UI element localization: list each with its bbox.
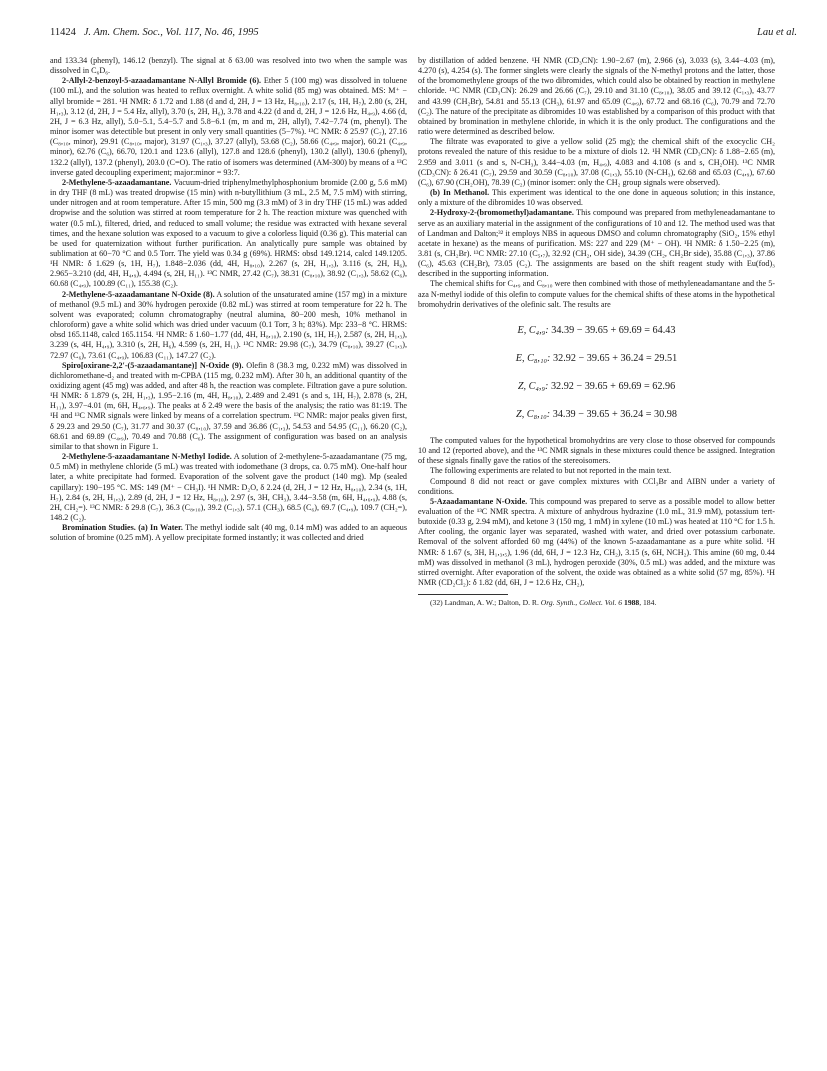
equation: E, C₈,₁₀: 32.92 − 39.65 + 36.24 = 29.51 xyxy=(515,352,678,364)
section-paragraph: Bromination Studies. (a) In Water. The methyl iodide salt (40 mg, 0.14 mM) was added to an aqueous solution of bromine (0.25 mM). A yellow precipitate formed instantly; it was collected and dried xyxy=(50,523,407,543)
equation: Z, C₄,₉: 32.92 − 39.65 + 69.69 = 62.96 xyxy=(517,380,676,392)
section-title: 2-Methylene-5-azaadamantane N-Methyl Iodide. xyxy=(62,452,232,462)
journal-citation: J. Am. Chem. Soc., Vol. 117, No. 46, 1995 xyxy=(83,27,259,38)
section-title: 2-Methylene-5-azaadamantane N-Oxide (8). xyxy=(62,289,215,299)
paragraph: The following experiments are related to but not reported in the main text. xyxy=(430,466,672,476)
footnote: (32) Landman, A. W.; Dalton, D. R. Org. Synth., Collect. Vol. 6 1988, 184. xyxy=(430,598,657,608)
section-title: Bromination Studies. (a) In Water. xyxy=(62,523,183,533)
section-title: 2-Allyl-2-benzoyl-5-azaadamantane N-Allyl Bromide (6). xyxy=(62,76,262,86)
section-title: 2-Methylene-5-azaadamantane. xyxy=(62,177,172,187)
section-paragraph: 2-Methylene-5-azaadamantane N-Oxide (8). A solution of the unsaturated amine (157 mg) in a mixture of methanol (9.5 mL) and 30% hydrogen peroxide (0.82 mL) was stirred at room temperature for 22 h. The solvent was evaporated; column chromatography (neutral alumina, 80−200 mesh, 10% methanol in chloroform) gave a white solid which was dried under vacuum (0.1 Torr, 3 h; 83%). Mp: 233−8 °C. HRMS: obsd 165.1148, calcd 165.1154. ¹H NMR: δ 1.60−1.77 (dd, 4H, H₈,₁₀), 2.190 (s, 1H, H₇), 2.587 (s, 2H, H₁,₃), 3.239 (s, 4H, H₄,₉), 3.310 (s, 2H, H₆), 4.599 (s, 2H, H₁₁). ¹³C NMR: 29.98 (C₇), 34.79 (C₈,₁₀), 39.27 (C₁,₃), 72.97 (C₆), 73.61 (C₄,₉), 106.83 (C₁₁), 147.27 (C₂). xyxy=(50,289,407,360)
paragraph: The chemical shifts for C₄,₉ and C₈,₁₀ were then combined with those of methyleneadamantane and the 5-aza N-methyl iodide of this olefin to compute values for the chemical shifts of these atoms in the hypothetical bromohydrin derivatives of the olefinic salt. The results are xyxy=(418,279,775,309)
section-paragraph: 2-Hydroxy-2-(bromomethyl)adamantane. This compound was prepared from methyleneadamantane to serve as an auxiliary material in the assignment of the configurations of 10 and 12. The method used was that of Landman and Dalton;³² it employs NBS in aqueous DMSO and column chromatography (SiO₂, 15% ethyl acetate in hexane) as the means of purification. MS: 227 and 229 (M⁺ − OH). ¹H NMR: δ 1.50−2.25 (m), 3.81 (s, CH₂Br). ¹³C NMR: 27.10 (C₅,₇), 32.92 (CH₂, OH side), 34.39 (CH₂, CH₂Br side), 35.88 (C₁,₃), 37.86 (C₆), 45.63 (CH₂Br), 73.05 (C₂). The assignments are based on the shift reagent study with Eu(fod)₃ described in the supporting information. xyxy=(418,208,775,279)
section-paragraph: 2-Methylene-5-azaadamantane N-Methyl Iodide. A solution of 2-methylene-5-azaadamantane (75 mg, 0.5 mM) in methylene chloride (5 mL) was treated with iodomethane (3 drops, ca. 0.75 mM). One-half hour later, a white precipitate had formed. Evaporation of the solvent gave the product (140 mg). Mp (sealed capillary): 190−195 °C. MS: 149 (M⁺ − CH₃I). ¹H NMR: D₂O, δ 2.24 (d, 2H, J = 12 Hz, H₈,₁₀), 2.34 (s, 1H, H₇), 2.84 (s, 2H, H₁,₃), 2.89 (d, 2H, J = 12 Hz, H₈,₁₀), 2.97 (s, 3H, CH₃), 3.44−3.58 (m, 6H, H₄,₆,₉), 4.88 (s, 2H, CH₂=). ¹³C NMR: δ 29.8 (C₇), 36.3 (C₈,₁₀), 39.2 (C₁,₃), 57.1 (CH₃), 68.5 (C₆), 69.7 (C₄,₉), 109.7 (CH₂=), 148.2 (C₂). xyxy=(50,452,407,523)
left-column xyxy=(50,56,407,544)
section-title: 5-Azaadamantane N-Oxide. xyxy=(430,496,528,506)
equation-block xyxy=(418,317,775,429)
section-paragraph: 2-Methylene-5-azaadamantane. Vacuum-dried triphenylmethylphosphonium bromide (2.00 g, 5.6 mM) in dry THF (8 mL) was treated dropwise (15 min) with n-butyllithium (3 mL, 2.5 M, 7.5 mM) with stirring, under nitrogen and at room temperature. After 15 min, 500 mg (3.3 mM) of 3 in dry THF (15 mL) was added dropwise and the solution was stirred at room temperature for 2 h. The reaction mixture was quenched with water (0.5 mL), filtered, dried, and reduced to small volume; the residue was extracted with hexane several times, and the hexane solution was exposed to a vacuum to give a colorless liquid (0.36 g). This material can be used for quaternization without further purification. An analytically pure sample was obtained by sublimation at 60−70 °C and 0.5 Torr. The yield was 0.34 g (69%). HRMS: obsd 149.1214, calcd 149.1205. ¹H NMR: δ 1.629 (s, 1H, H₇), 1.848−2.036 (dd, 4H, H₈,₁₀), 2.267 (s, 2H, H₁,₃), 3.116 (s, 2H, H₆), 2.965−3.210 (dd, 4H, H₄,₉), 4.494 (s, 2H, H₁₁). ¹³C NMR, 27.42 (C₇), 38.31 (C₈,₁₀), 38.92 (C₁,₃), 58.62 (C₆), 60.68 (C₄,₉), 100.89 (C₁₁), 155.38 (C₂). xyxy=(50,177,407,289)
equation: Z, C₈,₁₀: 34.39 − 39.65 + 36.24 = 30.98 xyxy=(516,408,677,420)
paragraph: The computed values for the hypothetical bromohydrins are very close to those observed for compounds 10 and 12 (reported above), and the ¹³C NMR signals in these mixtures could thence be assigned. Integration of these signals finally gave the ratios of the stereoisomers. xyxy=(418,435,775,466)
section-title: 2-Hydroxy-2-(bromomethyl)adamantane. xyxy=(430,208,574,218)
section-paragraph: 2-Allyl-2-benzoyl-5-azaadamantane N-Allyl Bromide (6). Ether 5 (100 mg) was dissolved in toluene (100 mL), and the solution was heated to reflux overnight. A white solid (85 mg) was obtained. MS: M⁺ − allyl bromide = 281. ¹H NMR: δ 1.72 and 1.88 (d and d, 2H, J = 13 Hz, H₈,₁₀), 2.17 (s, 1H, H₇), 2.80 (s, 2H, H₁,₃), 3.12 (d, 2H, J = 5.4 Hz, allyl), 3.70 (s, 2H, H₆), 3.78 and 4.22 (d and d, 2H, J = 12.6 Hz, H₄,₉), 4.66 (d, 2H, J = 6.3 Hz, allyl), 5.0−5.1, 5.4−5.7 and 5.8−6.1 (m, m and m, 2H, allyl), 7.42−7.74 (m, phenyl). The minor isomer was detectible but present in only very small quantities (5−7%). ¹³C NMR: δ 25.97 (C₇), 27.16 (C₈,₁₀, minor), 29.91 (C₈,₁₀, major), 31.97 (C₁,₃), 37.27 (allyl), 53.68 (C₂), 58.66 (C₄,₉, major), 60.21 (C₄,₉, minor), 62.76 (C₆), 66.70, 120.1 and 123.6 (allyl), 127.8 and 128.6 (phenyl), 130.2 (allyl), 130.6 (phenyl), 132.2 (allyl), 137.2 (phenyl), 203.0 (C=O). The ratio of isomers was determined (AM-300) by means of a ¹³C inverse gated decoupling experiment; major:minor = 93:7. xyxy=(50,76,407,177)
footnote-divider xyxy=(418,594,508,595)
right-column xyxy=(418,56,775,608)
running-authors: Lau et al. xyxy=(757,27,797,38)
paragraph: and 133.34 (phenyl), 146.12 (benzyl). The signal at δ 63.00 was resolved into two when the sample was dissolved in C₆D₆. xyxy=(50,56,407,76)
paragraph: Compound 8 did not react or gave complex mixtures with CCl₃Br and AIBN under a variety of conditions. xyxy=(418,476,775,496)
section-paragraph: (b) In Methanol. This experiment was identical to the one done in aqueous solution; in this instance, only a mixture of the dibromides 10 was observed. xyxy=(418,188,776,208)
running-header xyxy=(50,27,797,43)
page-number: 11424 xyxy=(50,27,76,38)
section-paragraph: Spiro[oxirane-2,2′-(5-azaadamantane)] N-Oxide (9). Olefin 8 (38.3 mg, 0.232 mM) was dissolved in dichloromethane-d₂ and treated with m-CPBA (115 mg, 0.232 mM). After 30 h, an additional quantity of the oxidizing agent (45 mg) was added, and after 48 h, the reaction was complete. Filtration gave a pure solution. ¹H NMR: δ 1.879 (s, 2H, H₁,₃), 1.95−2.16 (m, 4H, H₈,₁₀), 2.489 and 2.491 (s and s, 1H, H₇), 2.878 (s, 2H, H₁₁), 3.97−4.01 (m, 6H, H₄,₆,₉). The peaks at δ 2.49 were the basis of the analysis; the ratio was 81:19. The ¹H and ¹³C NMR signals were linked by means of a correlation spectrum. ¹³C NMR: major peaks given first, δ 29.23 and 29.50 (C₇), 31.77 and 30.37 (C₈,₁₀), 37.59 and 36.86 (C₁,₃), 54.53 and 54.95 (C₁₁), 66.20 (C₂), 68.61 and 69.89 (C₄,₉), 70.49 and 70.88 (C₆). The assignment of configuration was based on an analysis similar to that shown in Figure 1. xyxy=(50,360,407,451)
paragraph: The filtrate was evaporated to give a yellow solid (25 mg); the chemical shift of the exocyclic CH₂ protons revealed the nature of this residue to be a mixture of diols 12. ¹H NMR (CD₃CN): δ 1.88−2.65 (m), 2.959 and 3.011 (s and s, N-CH₃), 3.44−4.03 (m, H₄,₉), 4.083 and 4.108 (s and s, CH₂OH). ¹³C NMR (CD₃CN): δ 26.41 (C₇), 29.59 and 30.59 (C₈,₁₀), 37.08 (C₁,₃), 55.10 (N-CH₃), 62.68 and 65.03 (C₄,₉), 67.60 (C₆), 67.90 (CH₂OH), 78.39 (C₂) (minor isomer: only the CH₂ group signals were observed). xyxy=(418,137,775,187)
section-title: (b) In Methanol. xyxy=(430,188,490,198)
section-title: Spiro[oxirane-2,2′-(5-azaadamantane)] N-Oxide (9). xyxy=(62,360,244,370)
equation: E, C₄,₉: 34.39 − 39.65 + 69.69 = 64.43 xyxy=(517,324,676,336)
paragraph: by distillation of added benzene. ¹H NMR (CD₃CN): 1.90−2.67 (m), 2.966 (s), 3.033 (s), 3.44−4.03 (m), 4.270 (s), 4.254 (s). The former singlets were clearly the signals of the N-methyl protons and the latter, those of the bromomethylene groups of the two dibromides, which could also be obtained by reaction in methylene chloride. ¹³C NMR (CD₃CN): 26.29 and 26.66 (C₇), 29.10 and 31.10 (C₈,₁₀), 38.05 and 39.12 (C₁,₃), 43.77 and 43.99 (CH₂Br), 54.81 and 55.13 (CH₃), 61.97 and 65.09 (C₄,₉), 67.72 and 68.16 (C₆), 70.79 and 72.70 (C₂). The nature of the precipitate as dibromides 10 was established by a comparison of this product with that obtained by bromination in methylene chloride, in which it is the only product. The configurations and the ratio were determined as described below. xyxy=(418,56,775,137)
section-paragraph: 5-Azaadamantane N-Oxide. This compound was prepared to serve as a possible model to allow better evaluation of the ¹³C NMR spectra. A mixture of anhydrous hydrazine (1.0 mL, 31.9 mM), potassium tert-butoxide (0.33 g, 2.94 mM), and ketone 3 (150 mg, 1 mM) in xylene (10 mL) was heated at 110 °C for 1.5 h. After cooling, the organic layer was separated, washed with water, and dried over potassium carbonate. Removal of the solvent afforded 60 mg (44%) of the known 5-azaadamantane as a pure white solid. ¹H NMR: δ 1.67 (s, 3H, H₁,₃,₅), 1.96 (dd, 6H, J = 12.3 Hz, CH₂), 3.15 (s, 6H, NCH₂). This amine (60 mg, 0.44 mM) was dissolved in methanol (3 mL), hydrogen peroxide (30%, 0.5 mL) was added, and the mixture was stirred overnight. After evaporation of the solvent, the oxide was obtained as a white solid (57 mg, 85%). ¹H NMR (CD₂Cl₂): δ 1.82 (dd, 6H, J = 12.6 Hz, CH₂), xyxy=(418,496,775,588)
